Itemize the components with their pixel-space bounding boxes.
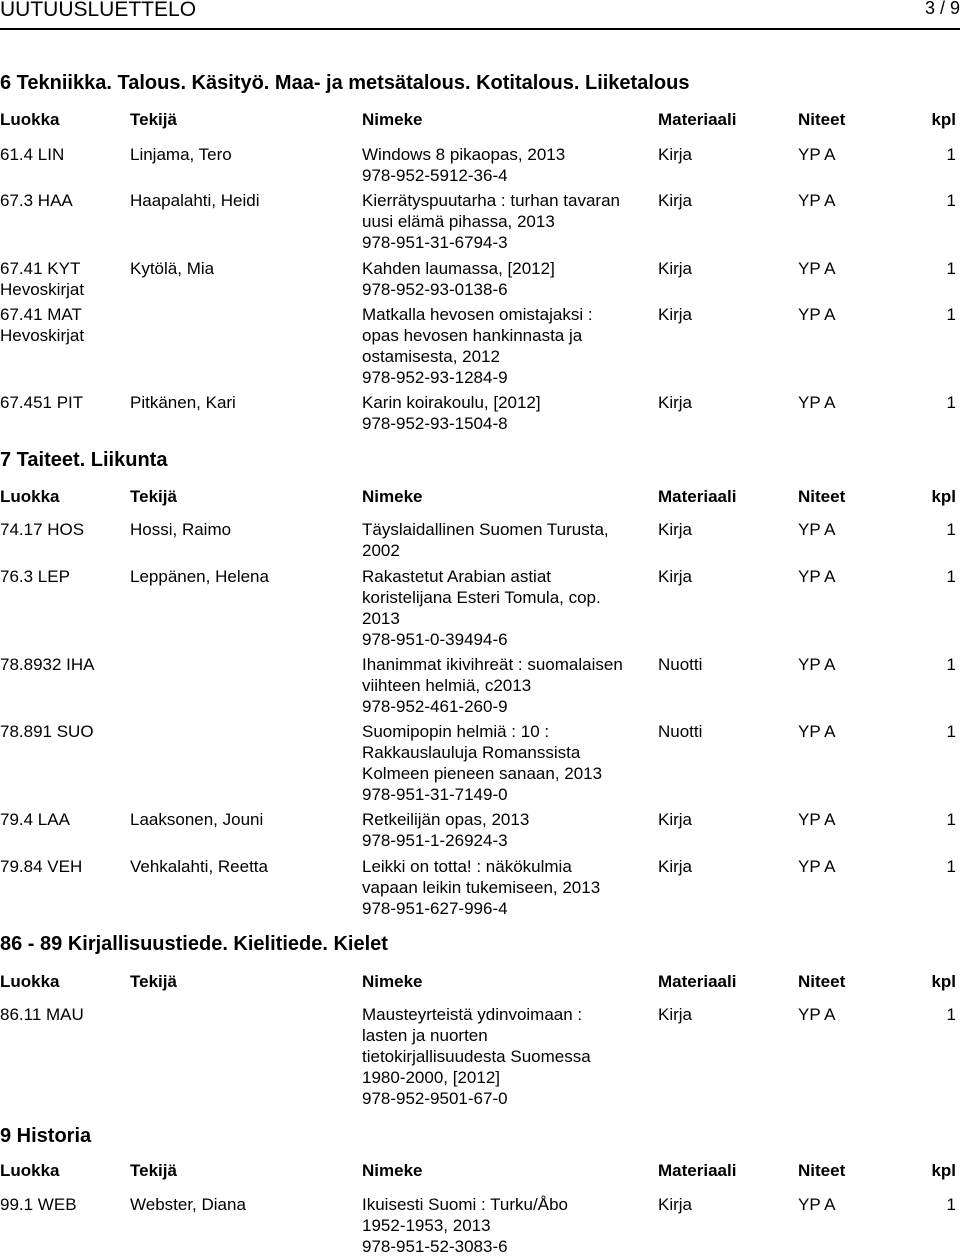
- copy-count: 1: [946, 520, 956, 539]
- title-line: 978-951-31-7149-0: [362, 785, 508, 804]
- material: Kirja: [658, 520, 693, 539]
- title-line: Täyslaidallinen Suomen Turusta,: [362, 520, 609, 539]
- header-nimeke: Nimeke: [362, 110, 423, 129]
- title-line: 978-952-461-260-9: [362, 697, 508, 716]
- title-line: 978-951-0-39494-6: [362, 630, 508, 649]
- copy-count: 1: [946, 1195, 956, 1214]
- title-and-isbn: [362, 519, 650, 561]
- header-kpl: kpl: [931, 110, 956, 129]
- copies-location: YP A: [798, 259, 836, 278]
- title-and-isbn: [362, 566, 650, 650]
- title-line: Windows 8 pikaopas, 2013: [362, 145, 566, 164]
- header-kpl: kpl: [931, 487, 956, 506]
- header-tekija: Tekijä: [130, 487, 177, 506]
- class-code: [0, 721, 128, 742]
- title-line: Karin koirakoulu, [2012]: [362, 393, 541, 412]
- class-line: 99.1 WEB: [0, 1195, 77, 1214]
- title-line: 978-951-52-3083-6: [362, 1237, 508, 1256]
- title-line: Kierrätyspuutarha : turhan tavaran: [362, 191, 620, 210]
- header-nimeke: Nimeke: [362, 972, 423, 991]
- author: Vehkalahti, Reetta: [130, 857, 268, 876]
- class-line: 67.3 HAA: [0, 191, 73, 210]
- title-line: Retkeilijän opas, 2013: [362, 810, 530, 829]
- class-code: [0, 190, 128, 211]
- title-line: Leikki on totta! : näkökulmia: [362, 857, 572, 876]
- copy-count: 1: [946, 393, 956, 412]
- class-line: 79.4 LAA: [0, 810, 70, 829]
- column-header-row: [0, 1161, 960, 1183]
- header-niteet: Niteet: [798, 110, 846, 129]
- author: Hossi, Raimo: [130, 520, 232, 539]
- material: Kirja: [658, 810, 693, 829]
- header-materiaali: Materiaali: [658, 110, 737, 129]
- copies-location: YP A: [798, 1195, 836, 1214]
- header-materiaali: Materiaali: [658, 1161, 737, 1180]
- column-header-row: [0, 487, 960, 509]
- class-code: [0, 1004, 128, 1025]
- header-tekija: Tekijä: [130, 110, 177, 129]
- material: Kirja: [658, 259, 693, 278]
- class-line: 78.891 SUO: [0, 722, 94, 741]
- page-number: 3 / 9: [924, 0, 960, 18]
- header-tekija: Tekijä: [130, 1161, 177, 1180]
- class-code: [0, 809, 128, 830]
- class-line: 79.84 VEH: [0, 857, 83, 876]
- author: Haapalahti, Heidi: [130, 191, 260, 210]
- title-line: 978-952-5912-36-4: [362, 166, 508, 185]
- title-line: Ikuisesti Suomi : Turku/Åbo: [362, 1195, 568, 1214]
- header-luokka: Luokka: [0, 1161, 60, 1180]
- header-niteet: Niteet: [798, 972, 846, 991]
- author: Laaksonen, Jouni: [130, 810, 264, 829]
- material: Kirja: [658, 1195, 693, 1214]
- header-rule: [0, 28, 960, 30]
- material: Nuotti: [658, 722, 703, 741]
- title-and-isbn: [362, 392, 650, 434]
- header-luokka: Luokka: [0, 972, 60, 991]
- copy-count: 1: [946, 259, 956, 278]
- class-line: 67.41 MAT: [0, 305, 82, 324]
- class-line: 76.3 LEP: [0, 567, 70, 586]
- copies-location: YP A: [798, 655, 836, 674]
- class-line: 67.451 PIT: [0, 393, 84, 412]
- class-line: Hevoskirjat: [0, 280, 85, 299]
- title-line: 1952-1953, 2013: [362, 1216, 491, 1235]
- material: Kirja: [658, 393, 693, 412]
- author: Leppänen, Helena: [130, 567, 269, 586]
- author: Linjama, Tero: [130, 145, 232, 164]
- header-materiaali: Materiaali: [658, 972, 737, 991]
- title-and-isbn: [362, 856, 650, 919]
- material: Kirja: [658, 145, 693, 164]
- title-line: 2002: [362, 541, 400, 560]
- class-code: [0, 304, 128, 346]
- copies-location: YP A: [798, 722, 836, 741]
- header-nimeke: Nimeke: [362, 1161, 423, 1180]
- header-kpl: kpl: [931, 972, 956, 991]
- class-line: 86.11 MAU: [0, 1005, 84, 1024]
- title-line: 978-951-1-26924-3: [362, 831, 508, 850]
- header-materiaali: Materiaali: [658, 487, 737, 506]
- header-luokka: Luokka: [0, 110, 60, 129]
- title-and-isbn: [362, 1194, 650, 1257]
- column-header-row: [0, 110, 960, 132]
- copies-location: YP A: [798, 857, 836, 876]
- title-line: viihteen helmiä, c2013: [362, 676, 532, 695]
- title-line: 978-952-93-0138-6: [362, 280, 508, 299]
- copy-count: 1: [946, 191, 956, 210]
- title-line: uusi elämä pihassa, 2013: [362, 212, 555, 231]
- title-line: vapaan leikin tukemiseen, 2013: [362, 878, 601, 897]
- column-header-row: [0, 972, 960, 994]
- class-line: 74.17 HOS: [0, 520, 85, 539]
- class-code: [0, 392, 128, 413]
- header-nimeke: Nimeke: [362, 487, 423, 506]
- copy-count: 1: [946, 857, 956, 876]
- title-line: opas hevosen hankinnasta ja: [362, 326, 583, 345]
- class-code: [0, 566, 128, 587]
- class-line: 61.4 LIN: [0, 145, 65, 164]
- title-line: Rakkauslauluja Romanssista: [362, 743, 581, 762]
- section-title: 9 Historia: [0, 1125, 92, 1147]
- class-code: [0, 144, 128, 165]
- title-and-isbn: [362, 258, 650, 300]
- copy-count: 1: [946, 305, 956, 324]
- title-and-isbn: [362, 304, 650, 388]
- title-line: Kolmeen pieneen sanaan, 2013: [362, 764, 603, 783]
- title-and-isbn: [362, 654, 650, 717]
- author: Webster, Diana: [130, 1195, 246, 1214]
- copy-count: 1: [946, 722, 956, 741]
- header-tekija: Tekijä: [130, 972, 177, 991]
- author: Pitkänen, Kari: [130, 393, 236, 412]
- title-line: Matkalla hevosen omistajaksi :: [362, 305, 593, 324]
- title-line: 1980-2000, [2012]: [362, 1068, 501, 1087]
- title-line: Ihanimmat ikivihreät : suomalaisen: [362, 655, 623, 674]
- class-line: 67.41 KYT: [0, 259, 81, 278]
- title-line: 978-952-93-1504-8: [362, 414, 508, 433]
- copy-count: 1: [946, 567, 956, 586]
- material: Kirja: [658, 857, 693, 876]
- title-line: 978-951-627-996-4: [362, 899, 508, 918]
- title-line: Mausteyrteistä ydinvoimaan :: [362, 1005, 583, 1024]
- title-line: lasten ja nuorten: [362, 1026, 488, 1045]
- class-code: [0, 856, 128, 877]
- author: Kytölä, Mia: [130, 259, 215, 278]
- copies-location: YP A: [798, 145, 836, 164]
- section-title: 86 - 89 Kirjallisuustiede. Kielitiede. Kielet: [0, 933, 388, 955]
- header-luokka: Luokka: [0, 487, 60, 506]
- title-and-isbn: [362, 721, 650, 805]
- title-line: koristelijana Esteri Tomula, cop.: [362, 588, 601, 607]
- copy-count: 1: [946, 145, 956, 164]
- copies-location: YP A: [798, 810, 836, 829]
- copies-location: YP A: [798, 191, 836, 210]
- class-line: Hevoskirjat: [0, 326, 85, 345]
- header-niteet: Niteet: [798, 487, 846, 506]
- title-line: Rakastetut Arabian astiat: [362, 567, 552, 586]
- class-code: [0, 654, 128, 675]
- title-line: 978-951-31-6794-3: [362, 233, 508, 252]
- page-title: UUTUUSLUETTELO: [0, 0, 197, 21]
- section-title: 6 Tekniikka. Talous. Käsityö. Maa- ja metsätalous. Kotitalous. Liiketalous: [0, 72, 690, 94]
- material: Kirja: [658, 191, 693, 210]
- title-line: tietokirjallisuudesta Suomessa: [362, 1047, 591, 1066]
- copies-location: YP A: [798, 305, 836, 324]
- title-line: 978-952-9501-67-0: [362, 1089, 508, 1108]
- material: Kirja: [658, 1005, 693, 1024]
- title-and-isbn: [362, 144, 650, 186]
- class-line: 78.8932 IHA: [0, 655, 95, 674]
- class-code: [0, 519, 128, 540]
- copies-location: YP A: [798, 567, 836, 586]
- title-and-isbn: [362, 1004, 650, 1109]
- copies-location: YP A: [798, 1005, 836, 1024]
- title-and-isbn: [362, 190, 650, 253]
- copy-count: 1: [946, 655, 956, 674]
- title-line: Kahden laumassa, [2012]: [362, 259, 555, 278]
- title-and-isbn: [362, 809, 650, 851]
- material: Nuotti: [658, 655, 703, 674]
- copies-location: YP A: [798, 393, 836, 412]
- title-line: ostamisesta, 2012: [362, 347, 500, 366]
- header-kpl: kpl: [931, 1161, 956, 1180]
- material: Kirja: [658, 567, 693, 586]
- title-line: Suomipopin helmiä : 10 :: [362, 722, 550, 741]
- copy-count: 1: [946, 1005, 956, 1024]
- material: Kirja: [658, 305, 693, 324]
- copy-count: 1: [946, 810, 956, 829]
- header-niteet: Niteet: [798, 1161, 846, 1180]
- copies-location: YP A: [798, 520, 836, 539]
- title-line: 978-952-93-1284-9: [362, 368, 508, 387]
- class-code: [0, 1194, 128, 1215]
- section-title: 7 Taiteet. Liikunta: [0, 449, 168, 471]
- class-code: [0, 258, 128, 300]
- title-line: 2013: [362, 609, 400, 628]
